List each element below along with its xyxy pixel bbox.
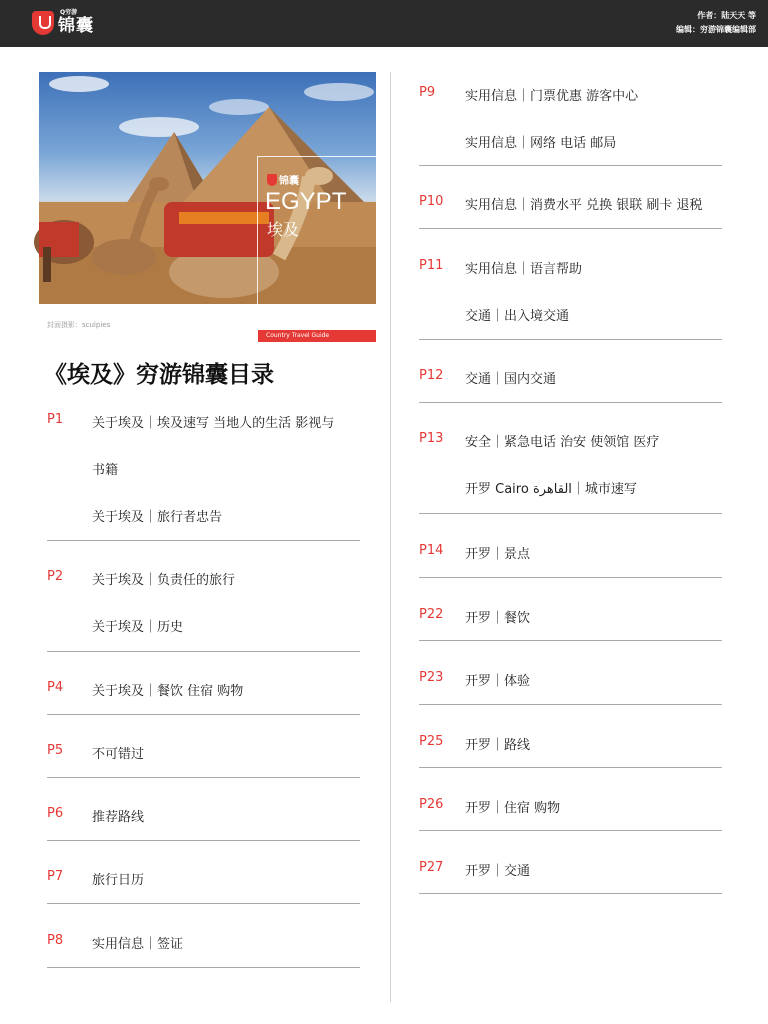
column-divider bbox=[390, 72, 391, 1002]
toc-entry-text[interactable]: 开罗｜住宿 购物 bbox=[465, 801, 561, 816]
editor-credit: 编辑：穷游锦囊编辑部 bbox=[676, 25, 756, 34]
toc-divider bbox=[47, 777, 360, 778]
toc-page-number[interactable]: P14 bbox=[419, 543, 444, 558]
toc-page-number[interactable]: P6 bbox=[47, 806, 64, 821]
toc-entry-text[interactable]: 关于埃及｜埃及速写 当地人的生活 影视与 bbox=[92, 416, 335, 431]
toc-entry-text[interactable]: 开罗｜景点 bbox=[465, 547, 531, 562]
toc-entry-text[interactable]: 旅行日历 bbox=[92, 873, 145, 888]
toc-entry-text[interactable]: 开罗｜路线 bbox=[465, 738, 531, 753]
toc-divider bbox=[419, 228, 722, 229]
toc-page-number[interactable]: P12 bbox=[419, 368, 444, 383]
photo-credit: 封面摄影：sculpies bbox=[47, 321, 111, 329]
toc-entry-text[interactable]: 关于埃及｜历史 bbox=[92, 620, 184, 635]
toc-page-number[interactable]: P13 bbox=[419, 431, 444, 446]
toc-page-number[interactable]: P27 bbox=[419, 860, 444, 875]
toc-entry-text[interactable]: 实用信息｜网络 电话 邮局 bbox=[465, 136, 617, 151]
toc-entry-text[interactable]: 交通｜出入境交通 bbox=[465, 309, 570, 324]
toc-entry-text[interactable]: 安全｜紧急电话 治安 使领馆 医疗 bbox=[465, 435, 660, 450]
toc-page-number[interactable]: P2 bbox=[47, 569, 64, 584]
toc-entry-text[interactable]: 实用信息｜消费水平 兑换 银联 刷卡 退税 bbox=[465, 198, 703, 213]
toc-title: 《埃及》穷游锦囊目录 bbox=[44, 362, 274, 388]
top-header-bar bbox=[0, 0, 768, 47]
toc-divider bbox=[419, 893, 722, 894]
toc-entry-text[interactable]: 开罗｜体验 bbox=[465, 674, 531, 689]
toc-entry-text[interactable]: 关于埃及｜旅行者忠告 bbox=[92, 510, 223, 525]
toc-divider bbox=[47, 651, 360, 652]
toc-entry-text[interactable]: 关于埃及｜餐饮 住宿 购物 bbox=[92, 684, 244, 699]
logo-text: 锦囊 bbox=[58, 15, 94, 36]
cover-tag: Country Travel Guide bbox=[258, 330, 376, 342]
toc-page-number[interactable]: P4 bbox=[47, 680, 64, 695]
toc-divider bbox=[47, 714, 360, 715]
qyer-jinnang-logo bbox=[32, 9, 94, 37]
toc-entry-text[interactable]: 书籍 bbox=[92, 463, 119, 478]
cover-shield-icon bbox=[267, 174, 277, 186]
toc-entry-text[interactable]: 不可错过 bbox=[92, 747, 145, 762]
credits bbox=[676, 9, 756, 37]
toc-entry-text[interactable]: 实用信息｜语言帮助 bbox=[465, 262, 583, 277]
author-credit: 作者：陆天天 等 bbox=[697, 11, 756, 20]
toc-page-number[interactable]: P23 bbox=[419, 670, 444, 685]
toc-divider bbox=[419, 402, 722, 403]
toc-divider bbox=[419, 830, 722, 831]
toc-entry-text[interactable]: 实用信息｜签证 bbox=[92, 937, 184, 952]
cover-title: EGYPT bbox=[265, 188, 347, 215]
toc-page-number[interactable]: P22 bbox=[419, 607, 444, 622]
cover-subtitle: 埃及 bbox=[267, 220, 300, 239]
toc-entry-text[interactable]: 关于埃及｜负责任的旅行 bbox=[92, 573, 236, 588]
toc-divider bbox=[419, 640, 722, 641]
toc-divider bbox=[47, 903, 360, 904]
toc-page-number[interactable]: P25 bbox=[419, 734, 444, 749]
toc-page-number[interactable]: P8 bbox=[47, 933, 64, 948]
toc-divider bbox=[419, 577, 722, 578]
toc-divider bbox=[419, 513, 722, 514]
toc-divider bbox=[419, 767, 722, 768]
shield-logo-icon bbox=[32, 11, 54, 35]
toc-entry-text[interactable]: 推荐路线 bbox=[92, 810, 145, 825]
toc-divider bbox=[419, 704, 722, 705]
toc-entry-text[interactable]: 开罗｜餐饮 bbox=[465, 611, 531, 626]
toc-divider bbox=[419, 165, 722, 166]
logo-small-text: Q穷游 bbox=[60, 8, 78, 16]
toc-entry-text[interactable]: 开罗｜交通 bbox=[465, 864, 531, 879]
toc-divider bbox=[47, 967, 360, 968]
toc-page-number[interactable]: P26 bbox=[419, 797, 444, 812]
toc-divider bbox=[47, 540, 360, 541]
cover-logo bbox=[267, 172, 299, 187]
toc-entry-text[interactable]: 交通｜国内交通 bbox=[465, 372, 557, 387]
toc-page-number[interactable]: P1 bbox=[47, 412, 64, 427]
toc-page-number[interactable]: P5 bbox=[47, 743, 64, 758]
toc-entry-text[interactable]: 开罗 Cairo القاهرة｜城市速写 bbox=[465, 482, 637, 497]
toc-divider bbox=[47, 840, 360, 841]
cover-logo-text: 锦囊 bbox=[279, 176, 299, 187]
toc-page-number[interactable]: P9 bbox=[419, 85, 436, 100]
toc-page-number[interactable]: P11 bbox=[419, 258, 444, 273]
toc-divider bbox=[419, 339, 722, 340]
toc-page-number[interactable]: P10 bbox=[419, 194, 444, 209]
toc-entry-text[interactable]: 实用信息｜门票优惠 游客中心 bbox=[465, 89, 639, 104]
toc-page-number[interactable]: P7 bbox=[47, 869, 64, 884]
